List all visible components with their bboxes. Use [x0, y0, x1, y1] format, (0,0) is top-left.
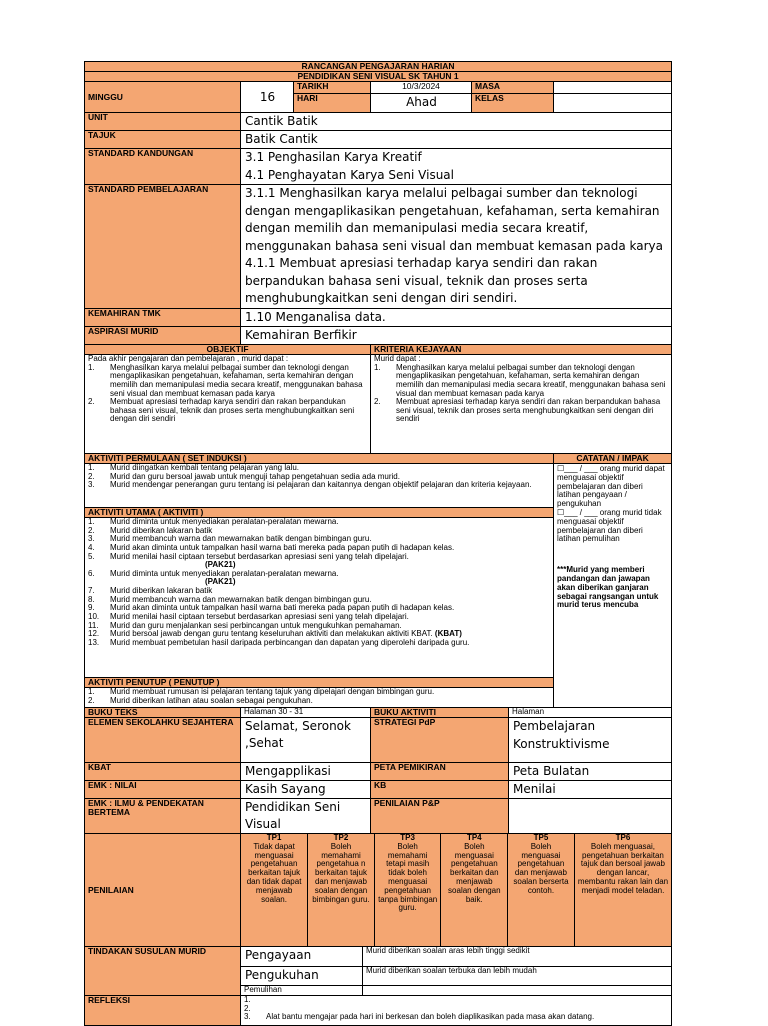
tp-description: Tidak dapat menguasai pengetahuan berkaitan tajuk dan tidak dapat menjawab soalan. — [246, 841, 302, 904]
kb-value: Menilai — [509, 781, 672, 799]
utama-item-text: Murid akan diminta untuk tampalkan hasil warna bati mereka pada papan putih di hadapan kelas. — [110, 542, 455, 552]
permulaan-heading: AKTIVITI PERMULAAN ( SET INDUKSI ) — [85, 454, 554, 464]
tp-description: Boleh menguasai pengetahuan berkaitan dan menjawab soalan dengan baik. — [448, 841, 501, 904]
tajuk-label: TAJUK — [85, 131, 241, 149]
peta-value: Peta Bulatan — [509, 763, 672, 781]
sp-label: STANDARD PEMBELAJARAN — [85, 185, 241, 309]
objektif-heading: OBJEKTIF — [85, 345, 371, 355]
kriteria-heading: KRITERIA KEJAYAAN — [371, 345, 672, 355]
hari-value: Ahad — [371, 94, 472, 113]
kriteria-item-text: Menghasilkan karya melalui pelbagai sumber dan teknologi dengan mengaplikasikan pengetahuan, kefahaman, serta kemahiran dengan memilih dan memanipulasi media secara kreatif, menggunakan bahasa seni visual dan membuat kemasan pada karya — [396, 362, 666, 398]
hari-label: HARI — [294, 94, 371, 113]
objektif-item — [88, 364, 367, 399]
strategi-value: Pembelajaran Konstruktivisme — [509, 718, 672, 763]
utama-item-text: Murid diberikan lakaran batik — [110, 586, 213, 595]
unit-label: UNIT — [85, 113, 241, 131]
buku-teks-value: Halaman 30 - 31 — [241, 708, 371, 718]
refleksi-item-text: Alat bantu mengajar pada hari ini berkesan dan boleh diaplikasikan pada masa akan datang. — [266, 1012, 595, 1022]
permulaan-item-text: Murid dan guru bersoal jawab untuk menguji tahap pengetahuan sedia ada murid. — [110, 471, 400, 481]
tp-cell-3 — [374, 834, 441, 946]
buku-aktiviti-label: BUKU AKTIVITI — [371, 708, 509, 718]
utama-item-number: 5. — [88, 551, 95, 561]
tarikh-label: TARIKH — [294, 82, 371, 94]
tp-description: Boleh menguasai pengetahuan dan menjawab soalan berserta contoh. — [513, 841, 569, 895]
penutup-item-number: 2. — [88, 695, 95, 705]
utama-list — [88, 518, 550, 647]
tindakan-value-2: Murid diberikan soalan terbuka dan lebih mudah — [363, 967, 672, 986]
permulaan-list — [88, 464, 550, 490]
emk-nilai-label: EMK : NILAI — [85, 781, 241, 799]
masa-label: MASA — [472, 82, 554, 94]
minggu-value: 16 — [241, 82, 294, 113]
tarikh-value: 10/3/2024 — [371, 82, 472, 94]
kriteria-list — [374, 364, 668, 424]
objektif-item-text: Menghasilkan karya melalui pelbagai sumber dan teknologi dengan mengaplikasikan pengetahuan, kefahaman, serta kemahiran dengan memilih dan memanipulasi media secara kreatif, menggunakan bahasa seni visual dan membuat kemasan pada karya — [110, 362, 363, 398]
utama-item-number: 8. — [88, 594, 95, 604]
refleksi-item-number: 2. — [244, 1003, 251, 1013]
permulaan-item-number: 2. — [88, 471, 95, 481]
utama-item-number: 13. — [88, 637, 100, 647]
kelas-value — [554, 94, 672, 113]
utama-item-number: 4. — [88, 542, 95, 552]
penilaian-pp-value — [509, 799, 672, 834]
tp-cell-5 — [508, 834, 575, 946]
esk-label: ELEMEN SEKOLAHKU SEJAHTERA — [85, 718, 241, 763]
tmk-value: 1.10 Menganalisa data. — [241, 309, 672, 327]
utama-body — [85, 518, 554, 678]
tp-level: TP6 — [615, 834, 631, 842]
tp-description: Boleh memahami pengetahua n berkaitan tajuk dan menjawab soalan dengan bimbingan guru. — [312, 841, 370, 904]
sp-text-1: 3.1.1 Menghasilkan karya melalui pelbagai sumber dan teknologi dengan mengaplikasikan pengetahuan, kefahaman, serta kemahiran dengan memilih dan memanipulasi media secara kreatif, menggunakan bahasa seni visual dan membuat kemasan pada karya — [245, 186, 663, 253]
utama-item-text: Murid diminta untuk menyediakan peralatan-peralatan mewarna. — [110, 517, 339, 526]
tindakan-value-3 — [363, 986, 672, 996]
tp-level: TP5 — [533, 834, 549, 842]
penutup-item-text: Murid diberikan latihan atau soalan sebagai pengukuhan. — [110, 695, 313, 705]
aspirasi-value: Kemahiran Berfikir — [241, 327, 672, 345]
emk-ilmu-label: EMK : ILMU & PENDEKATAN BERTEMA — [85, 799, 241, 834]
catatan-p3: ***Murid yang memberi pandangan dan jawapan akan diberikan ganjaran sebagai rangsangan untuk murid terus mencuba — [557, 565, 659, 610]
kriteria-item-text: Membuat apresiasi terhadap karya sendiri dan rakan berpandukan bahasa seni visual, teknik dan proses serta menghubungkaitkan seni dengan diri sendiri — [396, 397, 661, 424]
sk-line-2: 4.1 Penghayatan Karya Seni Visual — [245, 167, 454, 182]
plan-subtitle: PENDIDIKAN SENI VISUAL SK TAHUN 1 — [85, 72, 672, 82]
utama-item-number: 11. — [88, 620, 99, 630]
buku-aktiviti-value: Halaman — [509, 708, 672, 718]
permulaan-body — [85, 464, 554, 508]
utama-item-text: (PAK21) — [205, 577, 236, 587]
tp-level: TP4 — [466, 834, 482, 842]
tp-cell-2 — [308, 834, 375, 946]
catatan-p1: ☐___ / ___ orang murid dapat menguasai objektif pembelajaran dan diberi latihan pengayaan / pengukuhan — [557, 464, 665, 509]
utama-item-number: 12. — [88, 629, 100, 639]
catatan-p2: ☐___ / ___ orang murid tidak menguasai objektif pembelajaran dan diberi latihan pemulihan — [557, 507, 662, 544]
utama-item-text: Murid menilai hasil ciptaan tersebut berdasarkan apresiasi seni yang telah dipelajari. — [110, 551, 409, 561]
buku-teks-label: BUKU TEKS — [85, 708, 241, 718]
tindakan-key-3: Pemulihan — [241, 986, 363, 996]
kbat-value: Mengapplikasi — [241, 763, 371, 781]
penutup-item-text: Murid membuat rumusan isi pelajaran tentang tajuk yang dipelajari dengan bimbingan guru. — [110, 687, 435, 696]
minggu-label: MINGGU — [85, 82, 241, 113]
peta-label: PETA PEMIKIRAN — [371, 763, 509, 781]
utama-item-text: Murid membuat pembetulan hasil daripada perbincangan dan dapatan yang diperolehi daripada guru. — [110, 637, 470, 647]
utama-item-text: Murid diberikan lakaran batik — [110, 525, 213, 535]
tindakan-key-2: Pengukuhan — [241, 967, 363, 986]
objektif-item — [88, 398, 367, 424]
unit-value: Cantik Batik — [241, 113, 672, 131]
sk-value — [241, 149, 672, 185]
tindakan-key-1: Pengayaan — [241, 947, 363, 967]
utama-item-number: 1. — [88, 517, 95, 526]
permulaan-item-number: 1. — [88, 463, 95, 472]
tp-level: TP1 — [266, 834, 282, 842]
tindakan-label: TINDAKAN SUSULAN MURID — [85, 947, 241, 996]
permulaan-item-text: Murid diingatkan kembali tentang pelajaran yang lalu. — [110, 463, 300, 472]
kelas-label: KELAS — [472, 94, 554, 113]
objektif-item-number: 1. — [88, 362, 95, 372]
refleksi-list — [244, 996, 668, 1022]
utama-item — [88, 553, 550, 562]
tmk-label: KEMAHIRAN TMK — [85, 309, 241, 327]
tp-cell-4 — [441, 834, 508, 946]
objektif-list — [88, 364, 367, 424]
kriteria-item — [374, 398, 668, 424]
utama-item-text: (PAK21) — [205, 560, 236, 570]
lesson-plan-sheet — [84, 61, 671, 1026]
utama-item — [88, 639, 550, 648]
aspirasi-label: ASPIRASI MURID — [85, 327, 241, 345]
tp-description: Boleh memahami tetapi masih tidak boleh menguasai pengetahuan tanpa bimbingan guru. — [378, 841, 438, 913]
lesson-plan-table — [84, 61, 672, 1026]
penilaian-pp-label: PENILAIAN P&P — [371, 799, 509, 834]
sp-value — [241, 185, 672, 309]
utama-heading: AKTIVITI UTAMA ( AKTIVITI ) — [85, 508, 554, 518]
penutup-item — [88, 697, 550, 706]
penutup-body — [85, 688, 554, 708]
catatan-body — [554, 464, 672, 708]
masa-value — [554, 82, 672, 94]
permulaan-item-text: Murid mendengar penerangan guru tentang isi pelajaran dan kaitannya dengan objektif pelajaran dan kriteria kejayaan. — [110, 480, 532, 490]
objektif-body — [85, 355, 371, 454]
tp-row — [241, 834, 671, 946]
utama-item-text: Murid akan diminta untuk tampalkan hasil warna bati mereka pada papan putih di hadapan kelas. — [110, 603, 455, 613]
refleksi-body — [241, 996, 672, 1026]
tindakan-value-1: Murid diberikan soalan aras lebih tinggi sedikit — [363, 947, 672, 967]
objektif-item-text: Membuat apresiasi terhadap karya sendiri dan rakan berpandukan bahasa seni visual, teknik dan proses serta menghubungkaitkan seni dengan diri sendiri — [110, 397, 355, 424]
kbat-label: KBAT — [85, 763, 241, 781]
permulaan-item-number: 3. — [88, 480, 95, 490]
kb-label: KB — [371, 781, 509, 799]
penilaian-label: PENILAIAN — [85, 834, 241, 947]
refleksi-item — [244, 996, 668, 1005]
strategi-label: STRATEGI PdP — [371, 718, 509, 763]
kriteria-item-number: 1. — [374, 362, 381, 372]
tp-cell-6 — [574, 834, 671, 946]
kriteria-intro: Murid dapat : — [374, 354, 421, 363]
tp-level: TP3 — [400, 834, 415, 842]
emk-nilai-value: Kasih Sayang — [241, 781, 371, 799]
tp-cell-1 — [241, 834, 308, 946]
tp-description: Boleh menguasai, pengetahuan berkaitan tajuk dan bersoal jawab dengan lancar, membantu rakan lain dan menjadi model teladan. — [577, 841, 669, 895]
utama-item-text: Murid dan guru menjalankan sesi perbincangan untuk mengukuhkan pemahaman. — [110, 620, 402, 630]
penilaian-tp-container — [241, 834, 672, 947]
tajuk-value: Batik Cantik — [241, 131, 672, 149]
utama-item-text: Murid diminta untuk menyediakan peralatan-peralatan mewarna. — [110, 568, 339, 578]
sk-label: STANDARD KANDUNGAN — [85, 149, 241, 185]
kriteria-item — [374, 364, 668, 399]
utama-item-number: 6. — [88, 568, 95, 578]
esk-value: Selamat, Seronok ,Sehat — [241, 718, 371, 763]
utama-item-text: Murid membancuh warna dan mewarnakan batik dengan bimbingan guru. — [110, 594, 372, 604]
penutup-item-number: 1. — [88, 687, 95, 696]
sp-text-2: 4.1.1 Membuat apresiasi terhadap karya sendiri dan rakan berpandukan bahasa seni visual, teknik dan proses serta menghubungkaitkan seni dengan diri sendiri. — [245, 256, 598, 305]
utama-item-number: 3. — [88, 534, 95, 544]
catatan-heading: CATATAN / IMPAK — [554, 454, 672, 464]
utama-item-number: 7. — [88, 586, 95, 595]
plan-title: RANCANGAN PENGAJARAN HARIAN — [85, 62, 672, 72]
refleksi-item-number: 3. — [244, 1012, 251, 1022]
sk-line-1: 3.1 Penghasilan Karya Kreatif — [245, 150, 422, 164]
kriteria-body — [371, 355, 672, 454]
utama-item-text: Murid menilai hasil ciptaan tersebut berdasarkan apresiasi seni yang telah dipelajari. — [110, 611, 409, 621]
refleksi-label: REFLEKSI — [85, 996, 241, 1026]
utama-item — [88, 570, 550, 579]
tp-level: TP2 — [333, 834, 349, 842]
penutup-list — [88, 688, 550, 705]
kriteria-item-number: 2. — [374, 397, 381, 407]
refleksi-item-number: 1. — [244, 995, 251, 1004]
refleksi-item — [244, 1013, 668, 1022]
penutup-heading: AKTIVITI PENUTUP ( PENUTUP ) — [85, 678, 554, 688]
utama-item-number: 9. — [88, 603, 95, 613]
utama-item-number: 10. — [88, 611, 100, 621]
permulaan-item — [88, 481, 550, 490]
tp-table — [241, 834, 671, 946]
utama-item-number: 2. — [88, 525, 95, 535]
objektif-item-number: 2. — [88, 397, 95, 407]
objektif-intro: Pada akhir pengajaran dan pembelajaran , murid dapat : — [88, 354, 289, 363]
utama-item-text: Murid bersoal jawab dengan guru tentang keseluruhan aktiviti dan melakukan aktiviti KBAT. (KBAT) — [110, 629, 462, 639]
utama-item-text: Murid membancuh warna dan mewarnakan batik dengan bimbingan guru. — [110, 534, 372, 544]
emk-ilmu-value: Pendidikan Seni Visual — [241, 799, 371, 834]
